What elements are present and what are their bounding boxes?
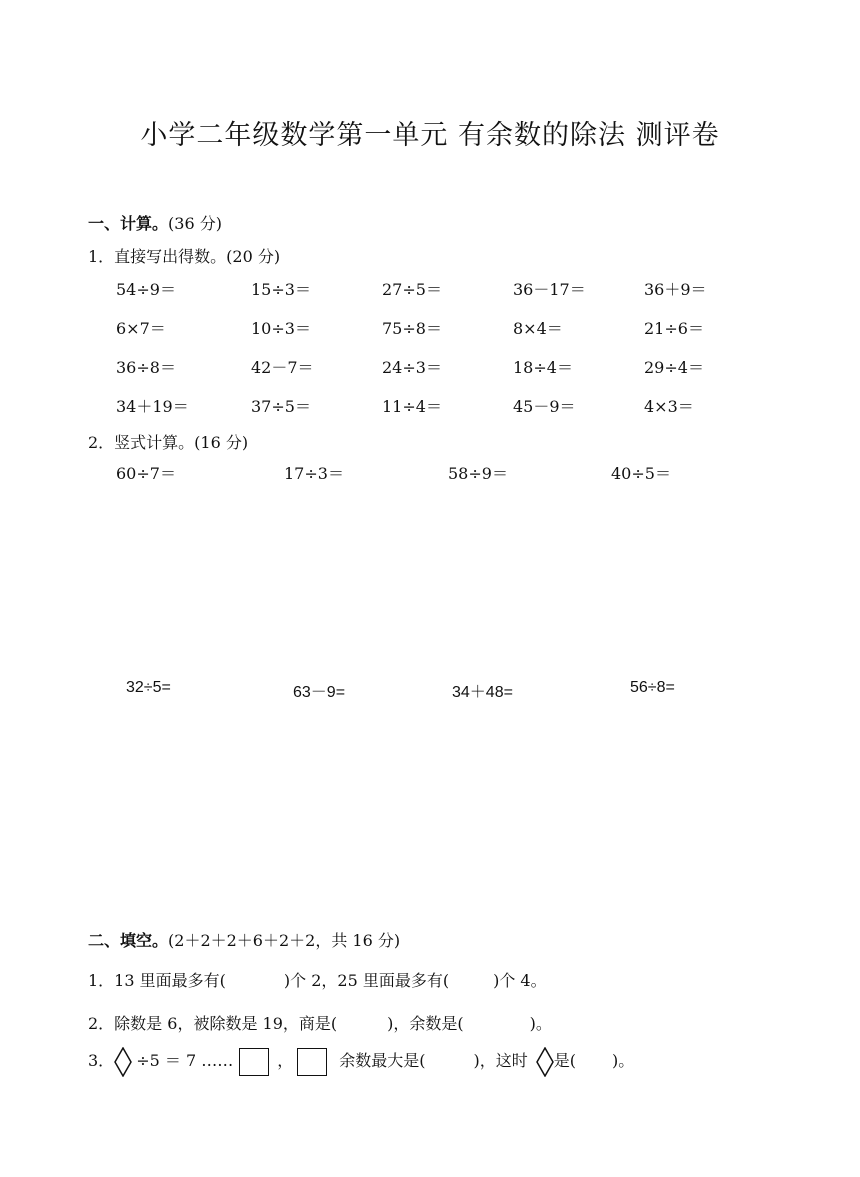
oral-problem: 11÷4＝ [382, 397, 442, 416]
section-2-heading [88, 928, 400, 951]
answer-box[interactable] [239, 1048, 269, 1076]
square-icon [297, 1048, 327, 1076]
oral-problem: 29÷4＝ [644, 358, 704, 377]
oral-problem: 6×7＝ [116, 319, 166, 338]
vertical-problem: 34＋48= [452, 684, 513, 701]
vertical-problem: 32÷5= [126, 679, 171, 696]
section-1-heading [88, 211, 222, 234]
oral-problem: 36－17＝ [513, 280, 586, 299]
section-2-title: 二、填空。 [88, 931, 169, 950]
vertical-problem: 63－9= [293, 684, 346, 701]
oral-problem: 27÷5＝ [382, 280, 442, 299]
vertical-problem: 56÷8= [630, 679, 675, 696]
q3-number: 3． [88, 1051, 115, 1070]
oral-problem: 37÷5＝ [251, 397, 311, 416]
fill-question-1 [88, 968, 547, 991]
oral-problem: 36÷8＝ [116, 358, 176, 377]
fill-question-3 [88, 1046, 634, 1077]
section-2-points: (2＋2＋2＋6＋2＋2，共 16 分) [168, 931, 401, 950]
fill-question-2 [88, 1011, 552, 1034]
oral-problem: 54÷9＝ [116, 280, 176, 299]
vertical-problem: 40÷5＝ [611, 464, 671, 483]
vertical-problem: 17÷3＝ [284, 464, 344, 483]
section-1-points: (36 分) [168, 214, 222, 233]
oral-problem: 34＋19＝ [116, 397, 189, 416]
q3-comma: ， [277, 1051, 294, 1070]
q3-part-a: 余数最大是( [339, 1051, 426, 1070]
q2-part-a: 2．除数是 6，被除数是 19，商是( [88, 1014, 338, 1033]
q2-part-c: )。 [529, 1014, 552, 1033]
q2-part-b: )，余数是( [387, 1014, 464, 1033]
vertical-problem: 58÷9＝ [448, 464, 508, 483]
oral-problem: 18÷4＝ [513, 358, 573, 377]
oral-problem: 4×3＝ [644, 397, 694, 416]
diamond-icon [536, 1047, 554, 1077]
q3-part-c: 是( [553, 1051, 576, 1070]
oral-problem: 42－7＝ [251, 358, 314, 377]
oral-problem: 8×4＝ [513, 319, 563, 338]
oral-problem: 10÷3＝ [251, 319, 311, 338]
page-title: 小学二年级数学第一单元 有余数的除法 测评卷 [140, 120, 720, 151]
oral-problem: 45－9＝ [513, 397, 576, 416]
oral-problem: 21÷6＝ [644, 319, 704, 338]
part-2-heading: 2．竖式计算。(16 分) [88, 433, 249, 452]
diamond-icon [114, 1047, 132, 1077]
vertical-problem: 60÷7＝ [116, 464, 176, 483]
q3-part-b: )，这时 [473, 1051, 528, 1070]
q3-part-d: )。 [611, 1051, 635, 1070]
q1-part-c: )个 4。 [493, 971, 547, 990]
q3-expression: ÷5 ＝ 7 …… [136, 1051, 234, 1070]
q1-part-b: )个 2，25 里面最多有( [283, 971, 450, 990]
part-1-heading: 1．直接写出得数。(20 分) [88, 247, 281, 266]
oral-problem: 24÷3＝ [382, 358, 442, 377]
oral-problem: 75÷8＝ [382, 319, 442, 338]
oral-problem: 15÷3＝ [251, 280, 311, 299]
oral-problem: 36＋9＝ [644, 280, 707, 299]
q1-part-a: 1．13 里面最多有( [88, 971, 226, 990]
section-1-title: 一、计算。 [88, 214, 169, 233]
